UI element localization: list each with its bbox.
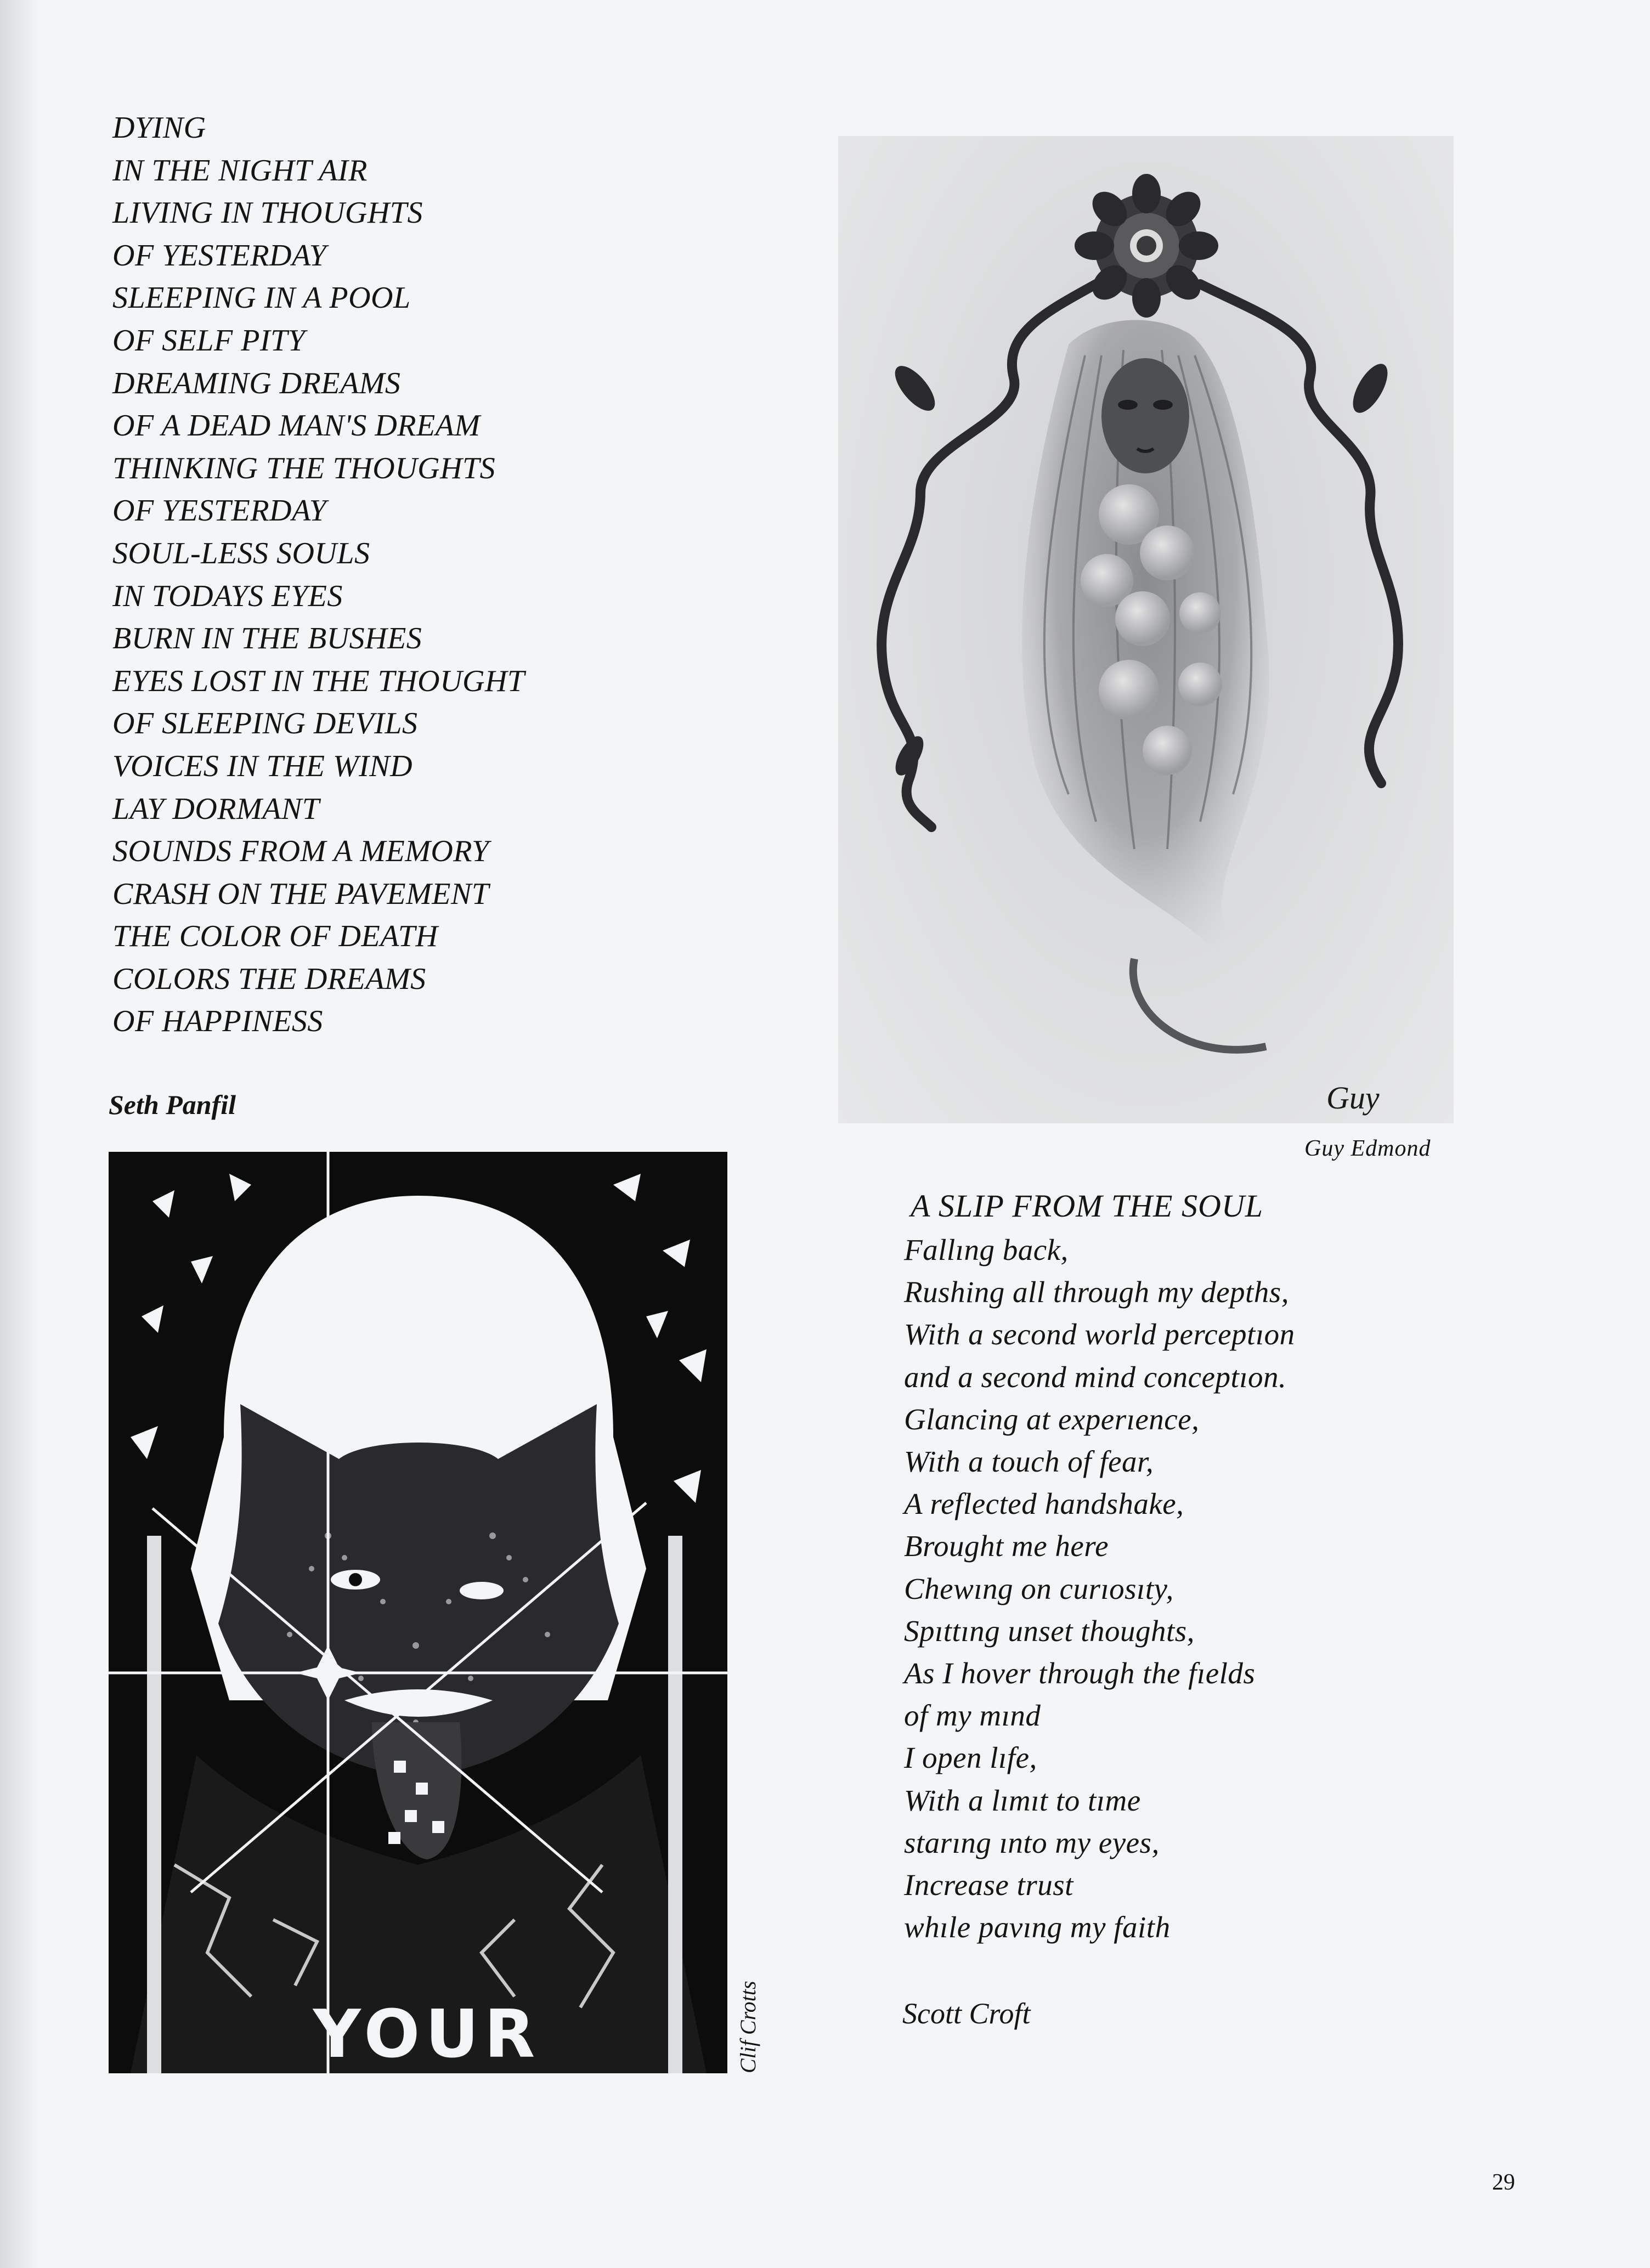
poem-line: Brought me here [904, 1529, 1109, 1563]
poem-two [904, 1229, 1453, 1948]
poem-line: LIVING IN THOUGHTS [112, 196, 423, 230]
poem-line: Increase trust [904, 1868, 1073, 1902]
figure-with-flower-illustration [838, 136, 1454, 1123]
artwork-two-caption: Clif Crotts [736, 1981, 760, 2073]
poem-line: and a second mind conceptıon. [904, 1360, 1287, 1394]
poem-line: OF YESTERDAY [112, 494, 327, 528]
poem-one [112, 107, 661, 1043]
artwork-one-caption: Guy Edmond [1304, 1136, 1431, 1161]
poem-line: LAY DORMANT [112, 791, 320, 826]
horned-face-illustration [109, 1152, 727, 2073]
artist-signature: Guy [1326, 1080, 1380, 1116]
poem-two-title: A SLIP FROM THE SOUL [911, 1188, 1263, 1224]
poem-line: Chewıng on curıosıty, [904, 1571, 1174, 1605]
poem-line: COLORS THE DREAMS [112, 962, 426, 996]
poem-line: Fallıng back, [904, 1233, 1069, 1266]
poem-one-author: Seth Panfil [109, 1089, 236, 1120]
poem-line: I open lıfe, [904, 1741, 1037, 1775]
poem-line: As I hover through the fıelds [904, 1656, 1256, 1690]
poem-line: VOICES IN THE WIND [112, 749, 413, 783]
poem-two-author: Scott Croft [902, 1997, 1031, 2030]
artwork-one-painting [838, 136, 1454, 1123]
poem-line: whıle pavıng my faith [904, 1910, 1171, 1944]
poem-line: IN TODAYS EYES [112, 579, 343, 613]
poem-line: of my mınd [904, 1699, 1041, 1733]
page-number: 29 [1492, 2170, 1515, 2195]
poem-line: THE COLOR OF DEATH [112, 919, 438, 954]
poem-line: DYING [112, 111, 206, 145]
poem-line: THINKING THE THOUGHTS [112, 451, 496, 485]
poem-line: EYES LOST IN THE THOUGHT [112, 664, 525, 698]
poem-line: Spıttıng unset thoughts, [904, 1614, 1195, 1648]
poem-line: Glancing at experıence, [904, 1402, 1200, 1436]
poem-line: With a touch of fear, [904, 1445, 1154, 1479]
poem-line: SLEEPING IN A POOL [112, 281, 411, 315]
artwork-two-drawing [109, 1152, 727, 2149]
poem-line: SOUNDS FROM A MEMORY [112, 834, 489, 869]
poem-line: CRASH ON THE PAVEMENT [112, 876, 489, 911]
poem-line: OF A DEAD MAN'S DREAM [112, 409, 481, 443]
poem-line: OF HAPPINESS [112, 1004, 323, 1039]
poem-line: starıng ınto my eyes, [904, 1825, 1160, 1859]
poem-line: With a second world perceptıon [904, 1317, 1295, 1351]
poem-line: Rushing all through my depths, [904, 1275, 1289, 1309]
poem-line: With a lımıt to tıme [904, 1783, 1141, 1817]
page-binding-shadow [0, 0, 38, 2268]
poem-line: OF SELF PITY [112, 323, 306, 358]
poem-line: SOUL-LESS SOULS [112, 536, 370, 570]
drawing-lettering: YOUR MIND [313, 1996, 541, 2149]
poem-line: DREAMING DREAMS [112, 366, 401, 400]
poem-line: OF YESTERDAY [112, 238, 327, 273]
poem-line: OF SLEEPING DEVILS [112, 706, 418, 741]
poem-line: IN THE NIGHT AIR [112, 153, 368, 188]
poem-line: BURN IN THE BUSHES [112, 621, 422, 656]
poem-line: A reflected handshake, [904, 1487, 1184, 1521]
